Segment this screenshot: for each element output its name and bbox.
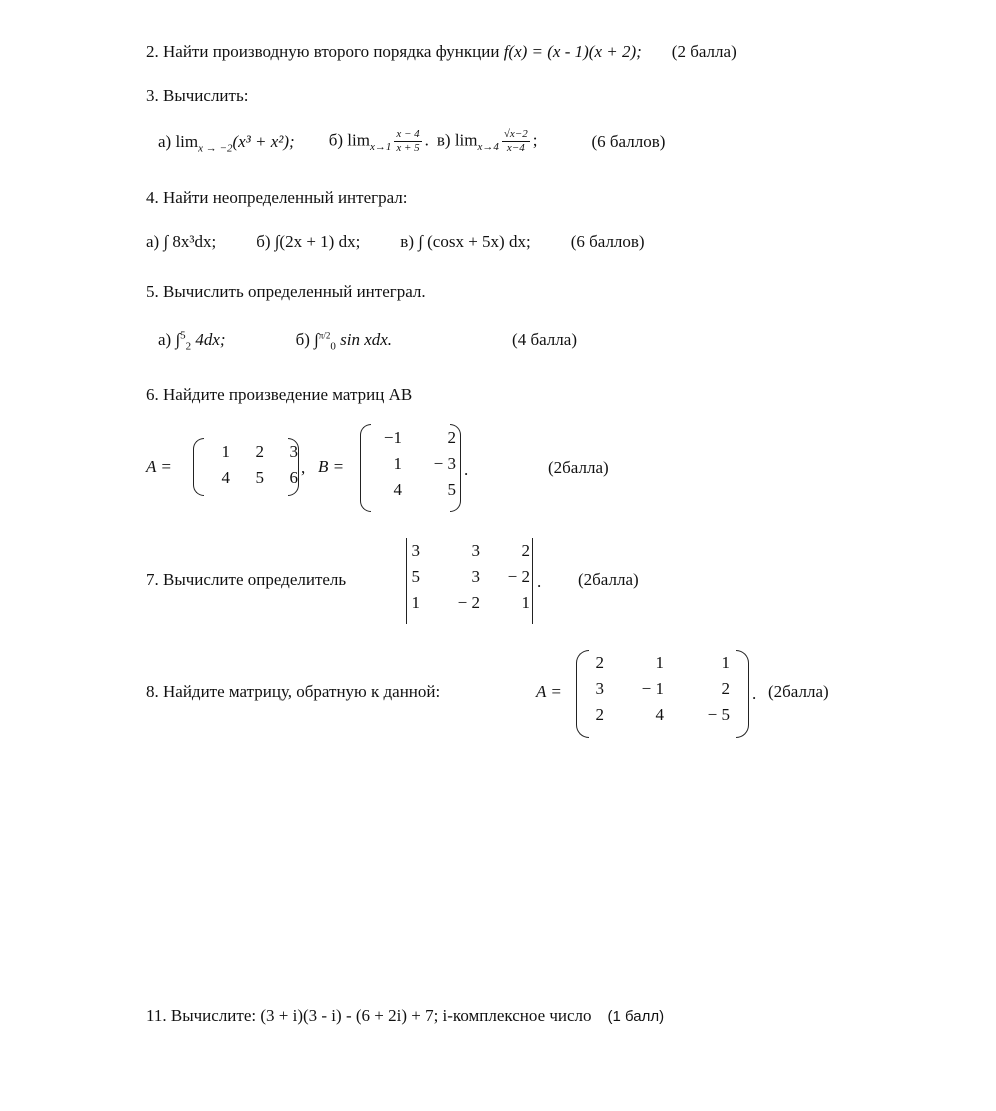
matrix-cell: − 2 xyxy=(507,567,530,586)
matrix-cell: 3 xyxy=(595,679,604,698)
task-3-title: 3. Вычислить: xyxy=(146,86,249,105)
task-5-title: 5. Вычислить определенный интеграл. xyxy=(146,282,426,301)
task-11 xyxy=(146,1006,664,1026)
task-3 xyxy=(158,128,665,155)
expr: (x³ + x²); xyxy=(232,131,295,151)
matrix-cell: 5 xyxy=(411,567,420,586)
numerator: x − 4 xyxy=(396,128,420,140)
lower-limit: 0 xyxy=(330,340,336,353)
matrix-a-label: A = xyxy=(146,457,172,476)
label: в) lim xyxy=(436,130,478,150)
task-4a: а) ∫ 8x³dx; xyxy=(146,232,217,251)
matrix-cell: 1 xyxy=(411,593,420,612)
end: ; xyxy=(532,130,538,150)
matrix-cell: 4 xyxy=(655,705,664,724)
task-11-text: 11. Вычислите: (3 + i)(3 - i) - (6 + 2i) + 7; i-комплексное число xyxy=(146,1006,592,1025)
label: б) ∫ xyxy=(295,330,319,349)
end: . xyxy=(752,684,757,703)
matrix-cell: 1 xyxy=(721,653,730,672)
points: (2 балла) xyxy=(671,42,737,61)
end: . xyxy=(424,130,429,150)
task-8-text: 8. Найдите матрицу, обратную к данной: xyxy=(146,682,441,701)
task-5 xyxy=(158,329,577,353)
task-4c: в) ∫ (cosx + 5x) dx; xyxy=(400,232,531,251)
matrix-b xyxy=(370,428,456,500)
separator: , xyxy=(301,458,306,477)
label: а) lim xyxy=(158,131,199,151)
matrix-cell: 3 xyxy=(289,442,298,461)
determinant-matrix xyxy=(408,541,530,613)
label: б) lim xyxy=(328,130,370,150)
matrix-cell: 1 xyxy=(393,454,402,473)
sub: x→4 xyxy=(477,140,499,153)
points: (4 балла) xyxy=(512,330,577,349)
matrix-a xyxy=(204,442,298,488)
sub: x → −2 xyxy=(198,141,233,154)
task-4b: б) ∫(2x + 1) dx; xyxy=(256,232,361,251)
matrix-cell: − 2 xyxy=(457,593,480,612)
lower-limit: 2 xyxy=(185,340,192,353)
task-4-title: 4. Найти неопределенный интеграл: xyxy=(146,188,408,207)
matrix-cell: 4 xyxy=(221,468,230,487)
matrix-cell: 2 xyxy=(447,428,456,447)
task-4 xyxy=(146,232,645,252)
matrix-cell: 1 xyxy=(521,593,530,612)
numerator: √x−2 xyxy=(503,128,528,140)
denominator: x + 5 xyxy=(396,142,420,154)
points: (2балла) xyxy=(578,570,639,589)
points: (6 баллов) xyxy=(570,232,645,251)
label: а) ∫ xyxy=(158,330,181,349)
matrix-cell: − 3 xyxy=(433,454,456,473)
task-5b xyxy=(295,330,393,353)
matrix-cell: − 1 xyxy=(641,679,664,698)
matrix-cell: 3 xyxy=(471,567,480,586)
upper-limit: 5 xyxy=(180,329,186,342)
formula: f(x) = (x - 1)(x + 2); xyxy=(503,42,642,61)
expr: sin xdx. xyxy=(340,330,393,349)
matrix-cell: 4 xyxy=(393,480,402,499)
matrix-cell: 5 xyxy=(447,480,456,499)
points: (2балла) xyxy=(548,458,609,477)
points: (2балла) xyxy=(768,682,829,701)
task-3a xyxy=(158,132,295,152)
matrix-cell: 2 xyxy=(595,653,604,672)
matrix-cell: 1 xyxy=(655,653,664,672)
matrix-cell: − 5 xyxy=(707,705,730,724)
end: . xyxy=(537,572,542,591)
expr: 4dx; xyxy=(195,330,226,349)
points: (1 балл) xyxy=(607,1007,665,1025)
matrix-cell: −1 xyxy=(383,428,402,447)
matrix-cell: 2 xyxy=(521,541,530,560)
task-text: 2. Найти производную второго порядка функции xyxy=(146,42,500,61)
matrix-cell: 2 xyxy=(595,705,604,724)
task-5a xyxy=(158,329,226,353)
matrix-a xyxy=(574,653,730,725)
matrix-b-label: B = xyxy=(318,457,345,476)
task-7-text: 7. Вычислите определитель xyxy=(146,570,347,589)
matrix-cell: 3 xyxy=(471,541,480,560)
sub: x→1 xyxy=(369,140,392,153)
task-3b xyxy=(329,128,429,155)
task-6-title: 6. Найдите произведение матриц AB xyxy=(146,385,413,404)
matrix-a-label: A = xyxy=(536,682,562,701)
denominator: x−4 xyxy=(506,142,525,154)
matrix-cell: 2 xyxy=(721,679,730,698)
task-3c xyxy=(437,128,538,155)
matrix-cell: 6 xyxy=(289,468,298,487)
upper-limit: π/2 xyxy=(318,330,331,341)
task-2 xyxy=(146,42,737,62)
matrix-cell: 1 xyxy=(221,442,230,461)
matrix-cell: 5 xyxy=(255,468,264,487)
matrix-cell: 3 xyxy=(411,541,420,560)
matrix-cell: 2 xyxy=(255,442,264,461)
points: (6 баллов) xyxy=(591,131,666,151)
end: . xyxy=(464,460,469,479)
